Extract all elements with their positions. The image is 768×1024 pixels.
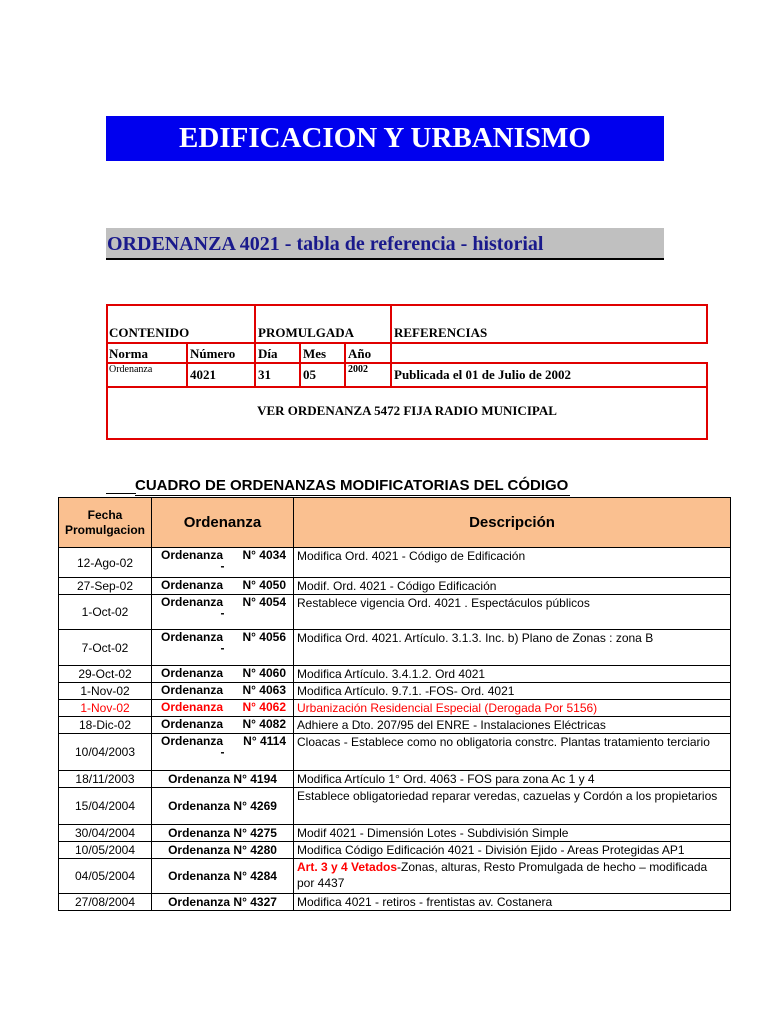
cell-descripcion: Modifica Artículo. 9.7.1. -FOS- Ord. 4021: [294, 683, 731, 700]
vetoed-articles-text: Art. 3 y 4 Vetados: [297, 860, 398, 874]
column-header-descripcion: Descripción: [294, 498, 731, 548]
cell-ordenanza: [152, 595, 294, 630]
page-banner-title: EDIFICACION Y URBANISMO: [106, 116, 664, 161]
table-row: [59, 683, 731, 700]
ord-number: N° 4050: [242, 578, 286, 592]
cell-descripcion: Modif. Ord. 4021 - Código Edificación: [294, 578, 731, 595]
ord-number: N° 4034: [242, 548, 286, 562]
ref-header-promulgada: PROMULGADA: [258, 325, 355, 340]
cell-ordenanza: Ordenanza N° 4284: [152, 859, 294, 894]
table-row: [59, 734, 731, 771]
table-row: [59, 630, 731, 666]
column-header-ordenanza: Ordenanza: [152, 498, 294, 548]
ord-label: Ordenanza: [161, 700, 224, 714]
table-row: [59, 666, 731, 683]
ord-number: N° 4060: [242, 666, 286, 680]
cell-descripcion: Modifica Ord. 4021 - Código de Edificación: [294, 548, 731, 578]
table-header-row: [59, 498, 731, 548]
ord-label: Ordenanza: [161, 717, 224, 731]
table-row: [59, 595, 731, 630]
ord-number: N° 4062: [242, 700, 286, 714]
cell-fecha: 18/11/2003: [59, 771, 152, 788]
ref-sub-anio: Año: [348, 346, 372, 361]
ref-header-contenido: CONTENIDO: [109, 325, 190, 340]
cell-fecha: 7-Oct-02: [59, 630, 152, 666]
table-row: [59, 788, 731, 825]
ord-label: Ordenanza: [161, 683, 224, 697]
cell-fecha: 15/04/2004: [59, 788, 152, 825]
cell-fecha: 27-Sep-02: [59, 578, 152, 595]
ref-divider: [106, 344, 108, 388]
modifications-table: [58, 497, 731, 911]
cell-descripcion: Adhiere a Dto. 207/95 del ENRE - Instalaciones Eléctricas: [294, 717, 731, 734]
cell-ordenanza: Ordenanza N° 4280: [152, 842, 294, 859]
table-row: [59, 859, 731, 894]
ord-dash: -: [220, 745, 225, 759]
ref-value-dia: 31: [258, 367, 271, 382]
ref-value-norma: Ordenanza: [109, 364, 153, 375]
ord-label: Ordenanza: [161, 548, 224, 562]
cell-descripcion: Modifica Ord. 4021. Artículo. 3.1.3. Inc. b) Plano de Zonas : zona B: [294, 630, 731, 666]
cell-ordenanza: [152, 734, 294, 771]
cell-descripcion: Modifica Artículo. 3.4.1.2. Ord 4021: [294, 666, 731, 683]
cell-fecha: 12-Ago-02: [59, 548, 152, 578]
cell-fecha: 30/04/2004: [59, 825, 152, 842]
table-row: [59, 842, 731, 859]
cell-ordenanza: [152, 700, 294, 717]
cell-fecha: 29-Oct-02: [59, 666, 152, 683]
cell-ordenanza: [152, 578, 294, 595]
cell-ordenanza: Ordenanza N° 4275: [152, 825, 294, 842]
section-title-underline: [106, 493, 136, 494]
ref-value-mes: 05: [303, 367, 316, 382]
ord-number: N° 4063: [242, 683, 286, 697]
ord-dash: -: [220, 559, 225, 573]
cell-descripcion: Cloacas - Establece como no obligatoria constrc. Plantas tratamiento terciario: [294, 734, 731, 771]
cell-descripcion: Modifica Código Edificación 4021 - División Ejido - Areas Protegidas AP1: [294, 842, 731, 859]
cell-fecha: 18-Dic-02: [59, 717, 152, 734]
ref-sub-mes: Mes: [303, 346, 327, 361]
ref-sub-dia: Día: [258, 346, 278, 361]
cell-fecha: 1-Nov-02: [59, 700, 152, 717]
cell-descripcion: Modifica Artículo 1° Ord. 4063 - FOS para zona Ac 1 y 4: [294, 771, 731, 788]
ref-header-referencias: REFERENCIAS: [394, 325, 488, 340]
ord-label: Ordenanza: [161, 595, 224, 609]
cell-descripcion: Modifica 4021 - retiros - frentistas av. Costanera: [294, 894, 731, 911]
cell-descripcion: Modif 4021 - Dimensión Lotes - Subdivisión Simple: [294, 825, 731, 842]
table-row: [59, 548, 731, 578]
table-row: [59, 717, 731, 734]
cell-descripcion: [294, 859, 731, 894]
ref-divider: [706, 362, 708, 388]
cell-ordenanza: [152, 630, 294, 666]
ord-dash: -: [220, 606, 225, 620]
ord-number: N° 4114: [243, 734, 286, 748]
table-row-derogada: [59, 700, 731, 717]
table-row: [59, 894, 731, 911]
cell-fecha: 10/05/2004: [59, 842, 152, 859]
cell-fecha: 27/08/2004: [59, 894, 152, 911]
column-header-fecha: Fecha Promulgacion: [59, 498, 152, 548]
table-row: [59, 578, 731, 595]
ord-number: N° 4054: [242, 595, 286, 609]
page-subtitle: ORDENANZA 4021 - tabla de referencia - historial: [106, 228, 664, 260]
ref-value-referencia: Publicada el 01 de Julio de 2002: [394, 367, 571, 382]
cell-descripcion: Establece obligatoriedad reparar veredas, cazuelas y Cordón a los propietarios: [294, 788, 731, 825]
cell-ordenanza: [152, 683, 294, 700]
ord-label: Ordenanza: [161, 630, 224, 644]
ord-number: N° 4082: [242, 717, 286, 731]
ord-number: N° 4056: [242, 630, 286, 644]
ref-note: VER ORDENANZA 5472 FIJA RADIO MUNICIPAL: [257, 403, 557, 418]
cell-ordenanza: Ordenanza N° 4194: [152, 771, 294, 788]
cell-fecha: 1-Nov-02: [59, 683, 152, 700]
cell-fecha: 04/05/2004: [59, 859, 152, 894]
cell-ordenanza: [152, 666, 294, 683]
table-row: [59, 825, 731, 842]
section-title: CUADRO DE ORDENANZAS MODIFICATORIAS DEL CÓDIGO: [135, 477, 569, 494]
description-text: -Zonas, alturas, Resto Promulgada de hecho – modificada por 4437: [297, 860, 708, 890]
cell-ordenanza: Ordenanza N° 4327: [152, 894, 294, 911]
cell-descripcion: Restablece vigencia Ord. 4021 . Espectáculos públicos: [294, 595, 731, 630]
ord-label: Ordenanza: [161, 734, 224, 748]
cell-fecha: 1-Oct-02: [59, 595, 152, 630]
cell-fecha: 10/04/2003: [59, 734, 152, 771]
cell-ordenanza: Ordenanza N° 4269: [152, 788, 294, 825]
table-row: [59, 771, 731, 788]
ref-sub-norma: Norma: [109, 346, 148, 361]
ord-label: Ordenanza: [161, 578, 224, 592]
cell-ordenanza: [152, 548, 294, 578]
ord-label: Ordenanza: [161, 666, 224, 680]
cell-descripcion: Urbanización Residencial Especial (Derogada Por 5156): [294, 700, 731, 717]
ref-value-numero: 4021: [190, 367, 216, 382]
cell-ordenanza: [152, 717, 294, 734]
ref-value-anio: 2002: [348, 364, 368, 375]
ord-dash: -: [220, 641, 225, 655]
ref-sub-numero: Número: [190, 346, 236, 361]
